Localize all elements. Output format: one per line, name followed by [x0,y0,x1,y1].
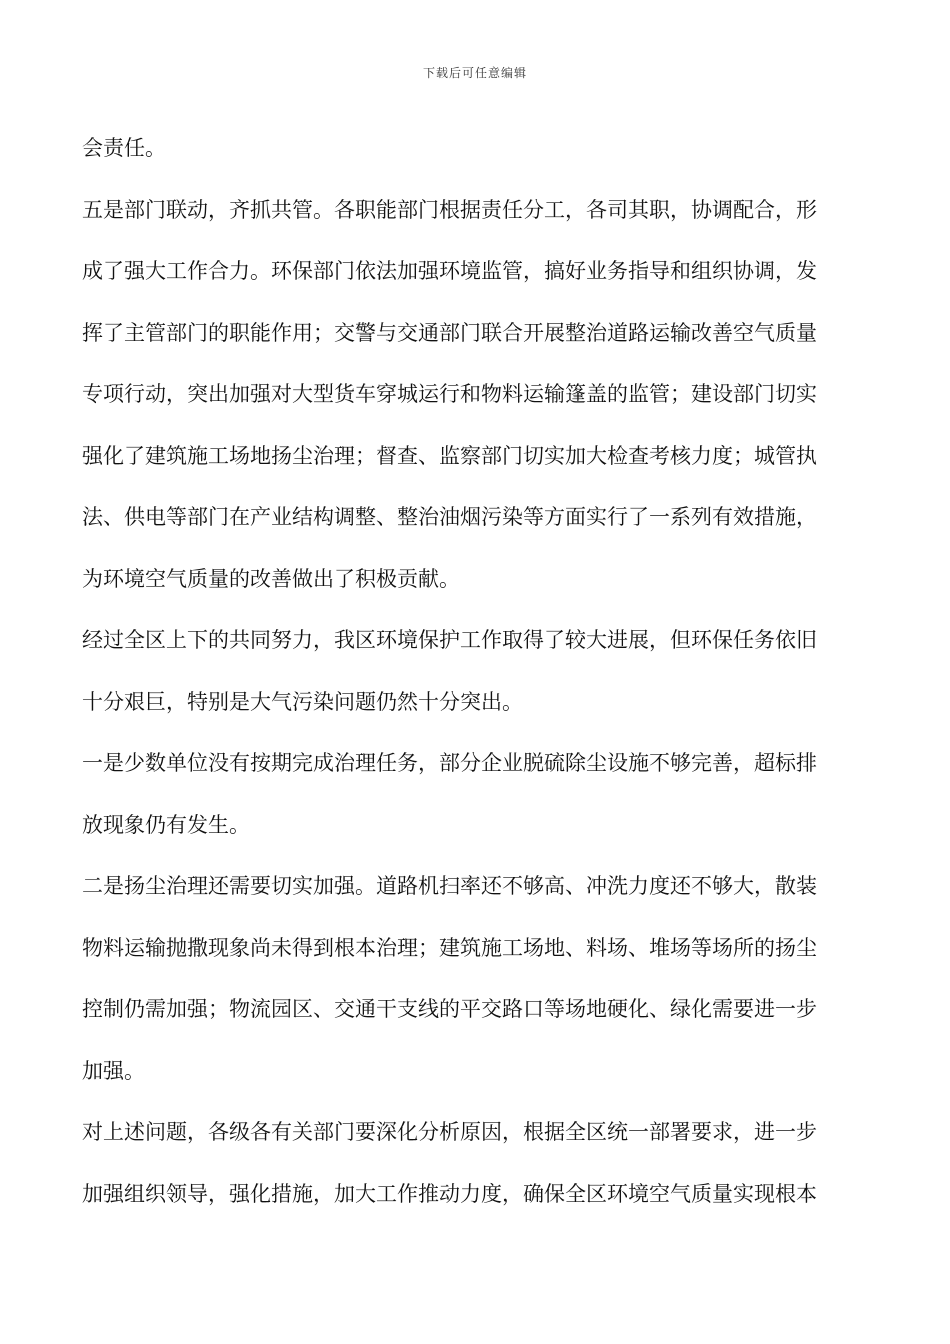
text-line: 物料运输抛撒现象尚未得到根本治理；建筑施工场地、料场、堆场等场所的扬尘 [82,935,817,960]
text-line: 法、供电等部门在产业结构调整、整治油烟污染等方面实行了一系列有效措施， [82,505,817,529]
text-line: 对上述问题，各级各有关部门要深化分析原因，根据全区统一部署要求，进一步 [82,1120,817,1144]
text-line: 会责任。 [82,136,166,160]
text-line: 专项行动，突出加强对大型货车穿城运行和物料运输篷盖的监管；建设部门切实 [82,382,817,406]
text-line: 放现象仍有发生。 [82,812,250,837]
text-line: 挥了主管部门的职能作用；交警与交通部门联合开展整治道路运输改善空气质量 [82,320,817,345]
text-line: 十分艰巨，特别是大气污染问题仍然十分突出。 [82,689,523,714]
page-header: 下载后可任意编辑 [422,66,527,80]
text-line: 控制仍需加强；物流园区、交通干支线的平交路口等场地硬化、绿化需要进一步 [82,997,817,1021]
text-line: 一是少数单位没有按期完成治理任务，部分企业脱硫除尘设施不够完善，超标排 [82,751,817,775]
text-line: 经过全区上下的共同努力，我区环境保护工作取得了较大进展，但环保任务依旧 [82,628,817,652]
text-line: 为环境空气质量的改善做出了积极贡献。 [82,566,460,591]
text-line: 加强。 [82,1058,145,1083]
text-line: 成了强大工作合力。环保部门依法加强环境监管，搞好业务指导和组织协调，发 [82,259,817,283]
text-line: 五是部门联动，齐抓共管。各职能部门根据责任分工，各司其职，协调配合，形 [82,197,817,222]
document-body [82,118,868,1225]
text-line: 二是扬尘治理还需要切实加强。道路机扫率还不够高、冲洗力度还不够大，散装 [82,874,817,898]
text-line: 强化了建筑施工场地扬尘治理；督查、监察部门切实加大检查考核力度；城管执 [82,443,817,468]
text-line: 加强组织领导，强化措施，加大工作推动力度，确保全区环境空气质量实现根本 [82,1181,817,1206]
